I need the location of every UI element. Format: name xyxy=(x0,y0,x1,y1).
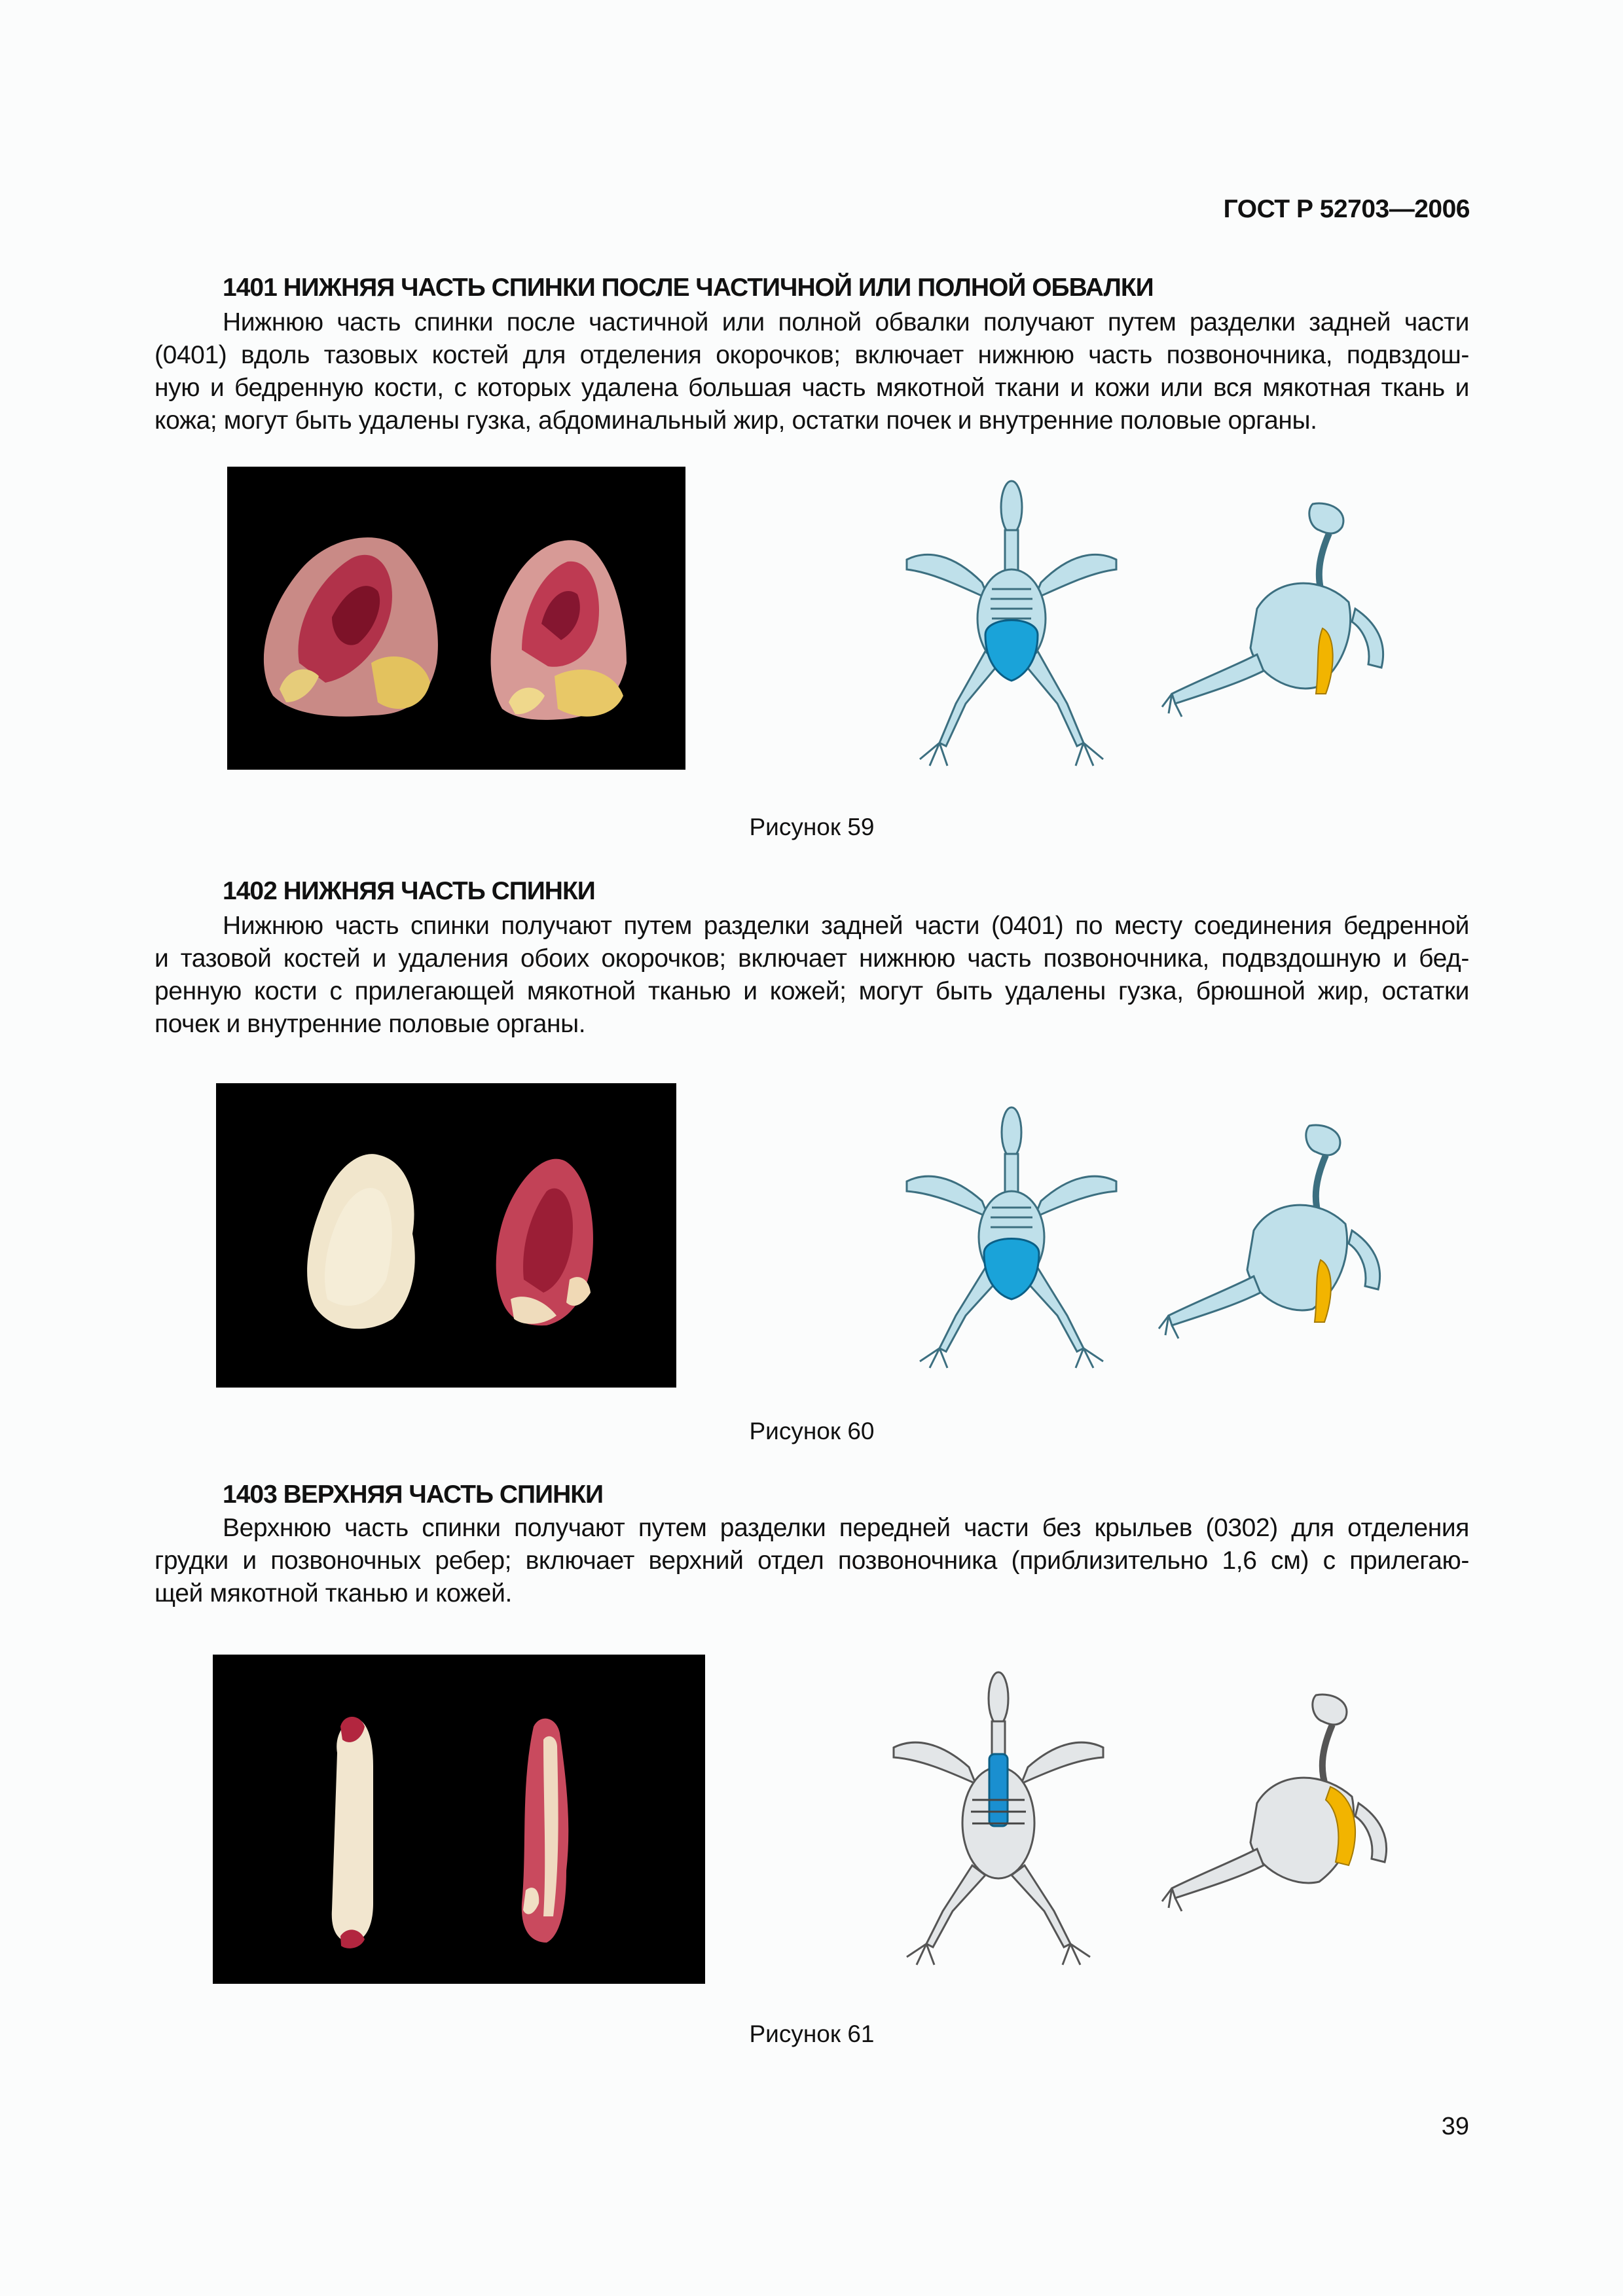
figure-caption-59: Рисунок 59 xyxy=(749,814,875,840)
text-line: Нижнюю часть спинки после частичной или полной обвалки получают путем разделки задней части xyxy=(223,308,1469,336)
text-line: почек и внутренние половые органы. xyxy=(155,1010,586,1038)
text-line: и тазовой костей и удаления обоих окорочков; включает нижнюю часть позвоночника, подвздошную и бед- xyxy=(155,944,1469,973)
figure-caption-61: Рисунок 61 xyxy=(749,2020,875,2047)
text-line: Нижнюю часть спинки получают путем разделки задней части (0401) по месту соединения бедренной xyxy=(223,912,1469,940)
text-line: Верхнюю часть спинки получают путем разделки передней части без крыльев (0302) для отделения xyxy=(223,1514,1469,1542)
highlight-region xyxy=(989,1754,1008,1826)
section-title-1402: 1402 НИЖНЯЯ ЧАСТЬ СПИНКИ xyxy=(223,877,595,905)
document-header: ГОСТ Р 52703—2006 xyxy=(1223,195,1470,223)
text-line: кожа; могут быть удалены гузка, абдоминальный жир, остатки почек и внутренние половые органы. xyxy=(155,406,1317,435)
text-line: (0401) вдоль тазовых костей для отделения окорочков; включает нижнюю часть позвоночника, подвздош- xyxy=(155,341,1469,369)
section-text-1403 xyxy=(155,1512,1469,1610)
photo-1402-lower-back xyxy=(216,1083,676,1388)
text-line: грудки и позвоночных ребер; включает верхний отдел позвоночника (приблизительно 1,6 см) с прилегаю- xyxy=(155,1547,1469,1575)
figure-caption-60: Рисунок 60 xyxy=(749,1418,875,1444)
photo-1401-lower-back-deboned xyxy=(227,467,685,770)
section-text-1402 xyxy=(155,910,1469,1041)
skeleton-top-view-1403 xyxy=(887,1662,1110,1970)
skeleton-top-view-1402 xyxy=(900,1096,1123,1371)
section-title-1403: 1403 ВЕРХНЯЯ ЧАСТЬ СПИНКИ xyxy=(223,1480,604,1509)
page-number: 39 xyxy=(1441,2113,1469,2140)
section-text-1401 xyxy=(155,306,1469,437)
skeleton-side-view-1402 xyxy=(1156,1119,1404,1348)
text-line: ную и бедренную кости, с которых удалена большая часть мякотной ткани и кожи или вся мякотная ткань и xyxy=(155,374,1469,402)
text-line: щей мякотной тканью и кожей. xyxy=(155,1579,512,1607)
photo-1403-upper-back xyxy=(213,1655,705,1984)
skeleton-top-view-1401 xyxy=(900,468,1123,769)
text-line: ренную кости с прилегающей мякотной тканью и кожей; могут быть удалены гузка, брюшной жир, остатки xyxy=(155,977,1469,1005)
skeleton-side-view-1401 xyxy=(1159,497,1408,726)
section-title-1401: 1401 НИЖНЯЯ ЧАСТЬ СПИНКИ ПОСЛЕ ЧАСТИЧНОЙ ИЛИ ПОЛНОЙ ОБВАЛКИ xyxy=(223,274,1154,302)
highlight-region xyxy=(984,1239,1039,1300)
skeleton-side-view-1403 xyxy=(1159,1689,1408,1924)
